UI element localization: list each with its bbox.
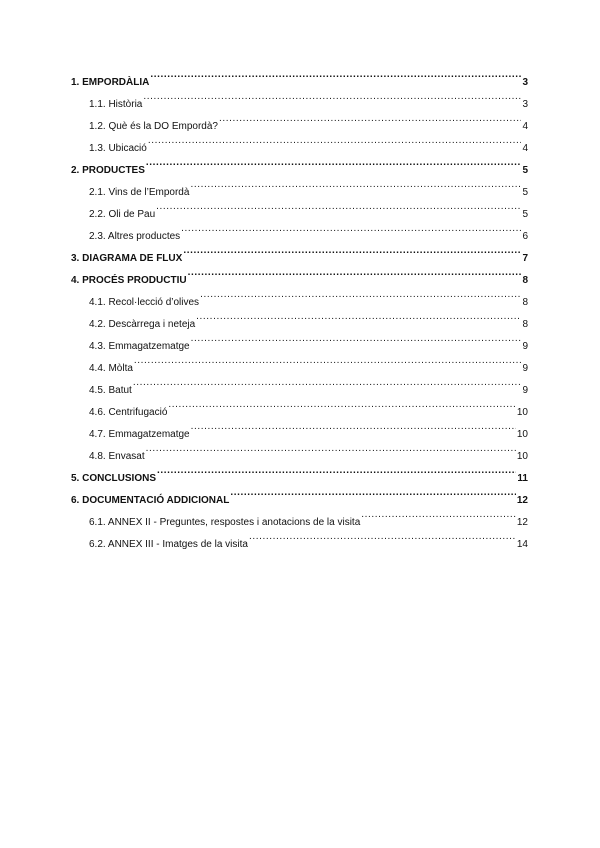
toc-entry-label: 2.3. Altres productes	[89, 231, 181, 242]
toc-page-number: 4	[522, 121, 528, 132]
toc-dot-leader	[249, 537, 516, 547]
toc-dot-leader	[148, 141, 522, 151]
toc-subsection-entry[interactable]	[71, 512, 528, 534]
toc-dot-leader	[191, 427, 516, 437]
toc-entry-label: 4.4. Mòlta	[89, 363, 133, 374]
toc-dot-leader	[157, 471, 516, 481]
toc-dot-leader	[134, 361, 522, 371]
toc-page-number: 10	[516, 451, 528, 462]
toc-page-number: 14	[516, 539, 528, 550]
toc-section-entry[interactable]	[71, 468, 528, 490]
toc-page-number: 3	[522, 99, 528, 110]
table-of-contents	[71, 72, 528, 556]
toc-entry-label: 4.1. Recol·lecció d’olives	[89, 297, 200, 308]
toc-dot-leader	[133, 383, 522, 393]
toc-entry-label: 4.3. Emmagatzematge	[89, 341, 190, 352]
toc-section-entry[interactable]	[71, 490, 528, 512]
toc-page-number: 8	[522, 275, 528, 286]
toc-dot-leader	[190, 185, 521, 195]
toc-dot-leader	[361, 515, 516, 525]
toc-page-number: 5	[522, 187, 528, 198]
toc-dot-leader	[143, 97, 521, 107]
toc-entry-label: 4.2. Descàrrega i neteja	[89, 319, 196, 330]
toc-entry-label: 1.2. Què és la DO Empordà?	[89, 121, 218, 132]
toc-subsection-entry[interactable]	[71, 358, 528, 380]
toc-subsection-entry[interactable]	[71, 292, 528, 314]
toc-page-number: 4	[522, 143, 528, 154]
toc-dot-leader	[146, 163, 522, 173]
toc-dot-leader	[183, 251, 521, 261]
toc-subsection-entry[interactable]	[71, 314, 528, 336]
toc-entry-label: 1.3. Ubicació	[89, 143, 147, 154]
toc-entry-label: 6.1. ANNEX II - Preguntes, respostes i anotacions de la visita	[89, 517, 361, 528]
toc-entry-label: 1.1. Història	[89, 99, 143, 110]
toc-subsection-entry[interactable]	[71, 424, 528, 446]
toc-section-entry[interactable]	[71, 270, 528, 292]
toc-entry-label: 4.8. Envasat	[89, 451, 145, 462]
toc-dot-leader	[156, 207, 521, 217]
toc-section-entry[interactable]	[71, 72, 528, 94]
toc-entry-label: 3. DIAGRAMA DE FLUX	[71, 253, 183, 264]
toc-page-number: 11	[517, 473, 528, 484]
toc-page-number: 3	[522, 77, 528, 88]
toc-subsection-entry[interactable]	[71, 336, 528, 358]
toc-page-number: 7	[522, 253, 528, 264]
toc-subsection-entry[interactable]	[71, 534, 528, 556]
toc-entry-label: 2.1. Vins de l’Empordà	[89, 187, 190, 198]
toc-dot-leader	[219, 119, 521, 129]
toc-section-entry[interactable]	[71, 160, 528, 182]
toc-page-number: 9	[522, 363, 528, 374]
toc-entry-label: 4. PROCÉS PRODUCTIU	[71, 275, 187, 286]
toc-page-number: 10	[516, 407, 528, 418]
toc-entry-label: 5. CONCLUSIONS	[71, 473, 157, 484]
toc-dot-leader	[200, 295, 521, 305]
toc-page-number: 12	[516, 495, 528, 506]
toc-subsection-entry[interactable]	[71, 204, 528, 226]
toc-dot-leader	[188, 273, 522, 283]
toc-subsection-entry[interactable]	[71, 446, 528, 468]
toc-entry-label: 1. EMPORDÀLIA	[71, 77, 150, 88]
toc-page-number: 5	[522, 209, 528, 220]
toc-page-number: 8	[522, 297, 528, 308]
toc-entry-label: 4.7. Emmagatzematge	[89, 429, 190, 440]
toc-dot-leader	[196, 317, 521, 327]
toc-subsection-entry[interactable]	[71, 380, 528, 402]
toc-subsection-entry[interactable]	[71, 116, 528, 138]
toc-dot-leader	[146, 449, 516, 459]
toc-page-number: 6	[522, 231, 528, 242]
toc-page-number: 5	[522, 165, 528, 176]
toc-section-entry[interactable]	[71, 248, 528, 270]
toc-dot-leader	[181, 229, 521, 239]
toc-page-number: 12	[516, 517, 528, 528]
toc-dot-leader	[230, 493, 516, 503]
toc-entry-label: 2. PRODUCTES	[71, 165, 145, 176]
toc-subsection-entry[interactable]	[71, 402, 528, 424]
toc-page-number: 8	[522, 319, 528, 330]
toc-dot-leader	[191, 339, 522, 349]
toc-subsection-entry[interactable]	[71, 226, 528, 248]
toc-entry-label: 4.6. Centrifugació	[89, 407, 168, 418]
toc-dot-leader	[168, 405, 515, 415]
toc-entry-label: 6. DOCUMENTACIÓ ADDICIONAL	[71, 495, 230, 506]
toc-subsection-entry[interactable]	[71, 94, 528, 116]
toc-subsection-entry[interactable]	[71, 138, 528, 160]
toc-entry-label: 6.2. ANNEX III - Imatges de la visita	[89, 539, 248, 550]
toc-page-number: 9	[522, 385, 528, 396]
toc-page-number: 10	[516, 429, 528, 440]
toc-entry-label: 2.2. Oli de Pau	[89, 209, 156, 220]
toc-entry-label: 4.5. Batut	[89, 385, 132, 396]
toc-subsection-entry[interactable]	[71, 182, 528, 204]
toc-page-number: 9	[522, 341, 528, 352]
toc-dot-leader	[150, 75, 521, 85]
